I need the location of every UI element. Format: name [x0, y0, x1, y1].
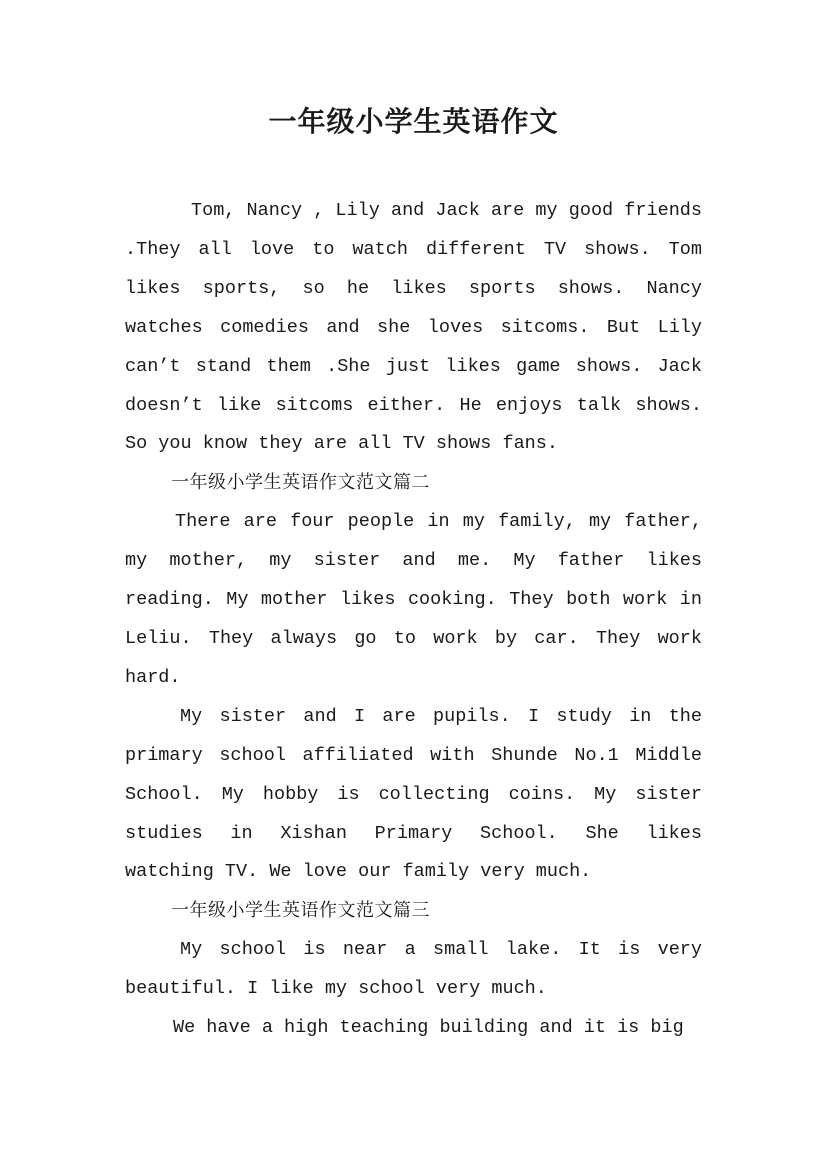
- paragraph-sister-and-i: My sister and I are pupils. I study in the primary school affiliated with Shunde No.1 Middle School. My hobby is collecting coins. My sister studies in Xishan Primary School. She likes watching TV. We love our family very much.: [125, 705, 702, 883]
- paragraph-teaching-building: We have a high teaching building and it is big: [173, 1017, 684, 1039]
- paragraph-tv-shows: Tom, Nancy , Lily and Jack are my good friends .They all love to watch different TV shows. Tom likes sports, so he likes sports shows. Nancy watches comedies and she loves sitcoms. But Lily can’t stand them .She just likes game shows. Jack doesn’t like sitcoms either. He enjoys talk shows. So you know they are all TV shows fans.: [125, 200, 702, 455]
- document-body: [125, 192, 702, 1048]
- document-title: 一年级小学生英语作文: [268, 105, 559, 138]
- paragraph-school: My school is near a small lake. It is very beautiful. I like my school very much.: [125, 939, 702, 1000]
- paragraph-family: There are four people in my family, my father, my mother, my sister and me. My father likes reading. My mother likes cooking. They both work in Leliu. They always go to work by car. They work hard.: [125, 511, 702, 688]
- section-heading-2: 一年级小学生英语作文范文篇二: [171, 472, 430, 494]
- section-heading-3: 一年级小学生英语作文范文篇三: [171, 900, 430, 922]
